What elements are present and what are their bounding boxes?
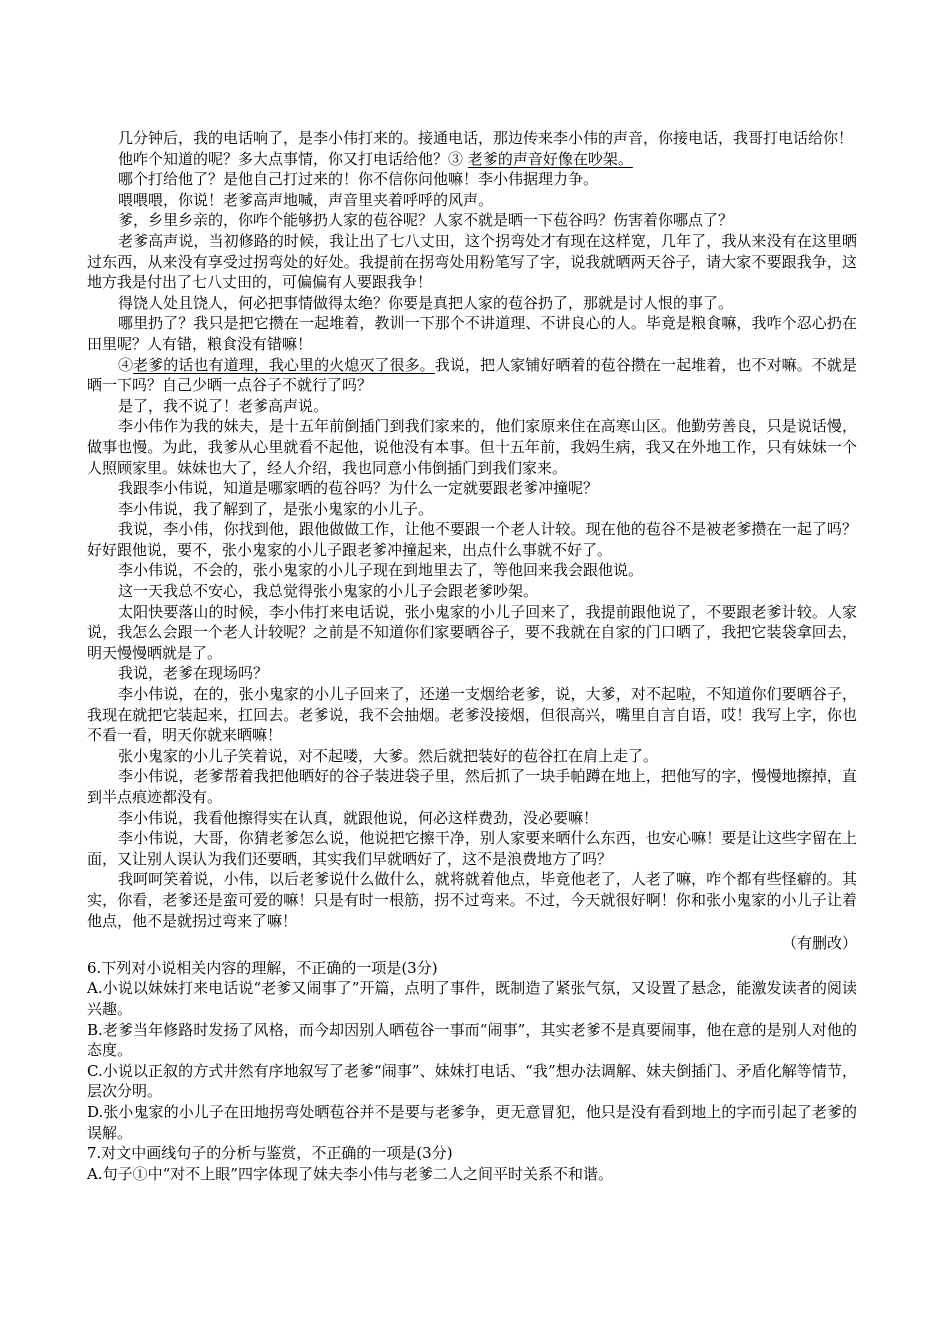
paragraph: 哪里扔了？我只是把它攒在一起堆着，教训一下那个不讲道理、不讲良心的人。毕竟是粮食嘛，我咋个忍心扔在田里呢？人有错，粮食没有错嘛！: [87, 314, 857, 353]
paragraph-text: 我说，把人家铺好晒着的苞谷攒在一起堆着，也不对嘛。不就是晒一下吗？自己少晒一点谷子不就行了吗？: [87, 355, 857, 395]
source-note: （有删改）: [781, 934, 857, 953]
question-6-option-a: A.小说以妹妹打来电话说“老爹又闹事了”开篇，点明了事件，既制造了紧张气氛，又设置了悬念，能激发读者的阅读兴趣。: [87, 979, 857, 1018]
underlined-sentence-3: 老爹的声音好像在吵架。: [467, 149, 633, 168]
paragraph: 几分钟后，我的电话响了，是李小伟打来的。接通电话，那边传来李小伟的声音，你接电话，我哥打电话给你！: [118, 129, 854, 147]
paragraph: 张小鬼家的小儿子笑着说，对不起喽，大爹。然后就把装好的苞谷扛在肩上走了。: [118, 746, 659, 765]
paragraph: 我跟李小伟说，知道是哪家晒的苞谷吗？为什么一定就要跟老爹冲撞呢？: [118, 479, 599, 498]
question-6-option-d: D.张小鬼家的小儿子在田地拐弯处晒苞谷并不是要与老爹争，更无意冒犯，他只是没有看到地上的字而引起了老爹的误解。: [87, 1102, 857, 1142]
paragraph: 喂喂喂，你说！老爹高声地喊，声音里夹着呼呼的风声。: [118, 190, 494, 209]
paragraph: 我说，李小伟，你找到他，跟他做做工作，让他不要跟一个老人计较。现在他的苞谷不是被老爹攒在一起了吗？好好跟他说，要不，张小鬼家的小儿子跟老爹冲撞起来，出点什么事就不好了。: [87, 520, 857, 559]
paragraph: 是了，我不说了！老爹高声说。: [118, 396, 329, 415]
paragraph: 李小伟说，大哥，你猜老爹怎么说，他说把它擦干净，别人家要来晒什么东西，也安心嘛！要是让这些字留在上面，又让别人误认为我们还要晒，其实我们早就晒好了，这不是浪费地方了吗？: [87, 829, 857, 868]
paragraph: [87, 149, 857, 170]
paragraph: 李小伟说，老爹帮着我把他晒好的谷子装进袋子里，然后抓了一块手帕蹲在地上，把他写的字，慢慢地擦掉，直到半点痕迹都没有。: [87, 767, 857, 806]
paragraph: 老爹高声说，当初修路的时候，我让出了七八丈田，这个拐弯处才有现在这样宽，几年了，我从来没有在这里晒过东西，从来没有享受过拐弯处的好处。我提前在拐弯处用粉笔写了字，说我就晒两天谷子，请大家不要跟我争，这地方我是付出了七八丈田的，可偏偏有人要跟我争！: [87, 231, 857, 292]
sentence-marker: ④: [118, 355, 134, 374]
paragraph: 得饶人处且饶人，何必把事情做得太绝？你要是真把人家的苞谷扔了，那就是讨人恨的事了。: [118, 293, 734, 312]
question-6-stem: 6.下列对小说相关内容的理解，不正确的一项是(3分): [87, 958, 438, 977]
sentence-marker: ③: [448, 149, 464, 168]
paragraph: 李小伟说，我了解到了，是张小鬼家的小儿子。: [118, 499, 434, 518]
paragraph: 李小伟说，在的，张小鬼家的小儿子回来了，还递一支烟给老爹，说，大爹，对不起啦，不知道你们要晒谷子，我现在就把它装起来，扛回去。老爹说，我不会抽烟。老爹没接烟，但很高兴，嘴里自言自语，哎！我写上字，你也不看一看，明天你就来晒嘛！: [87, 685, 857, 745]
paragraph: 爹，乡里乡亲的，你咋个能够扔人家的苞谷呢？人家不就是晒一下苞谷吗？伤害着你哪点了？: [118, 211, 734, 230]
question-6-option-b: B.老爹当年修路时发扬了风格，而今却因别人晒苞谷一事而“闹事”，其实老爹不是真要闹事，他在意的是别人对他的态度。: [87, 1020, 857, 1060]
paragraph: [87, 355, 857, 396]
question-section: [87, 958, 857, 1185]
paragraph: 李小伟说，不会的，张小鬼家的小儿子现在到地里去了，等他回来我会跟他说。: [118, 561, 644, 580]
story-text: [87, 128, 857, 1184]
paragraph: 太阳快要落山的时候，李小伟打来电话说，张小鬼家的小儿子回来了，我提前跟他说了，不要跟老爹计较。人家说，我怎么会跟一个老人计较呢？之前是不知道你们家要晒谷子，要不我就在自家的门口晒了，我把它装袋拿回去，明天慢慢晒就是了。: [87, 602, 857, 662]
question-7-option-a: A.句子①中“对不上眼”四字体现了妹夫李小伟与老爹二人之间平时关系不和谐。: [87, 1164, 613, 1183]
paragraph: 哪个打给他了？是他自己打过来的！你不信你问他嘛！李小伟据理力争。: [118, 170, 599, 189]
paragraph: 我说，老爹在现场吗？: [118, 664, 269, 683]
question-6-option-c: C.小说以正叙的方式井然有序地叙写了老爹“闹事”、妹妹打电话、“我”想办法调解、妹夫倒插门、矛盾化解等情节，层次分明。: [87, 1061, 857, 1101]
paragraph: 李小伟说，我看他擦得实在认真，就跟他说，何必这样费劲，没必要嘛！: [118, 808, 599, 827]
question-7-stem: 7.对文中画线句子的分析与鉴赏，不正确的一项是(3分): [87, 1144, 453, 1163]
underlined-sentence-4: 老爹的话也有道理，我心里的火熄灭了很多。: [133, 355, 435, 374]
paragraph: 李小伟作为我的妹夫，是十五年前倒插门到我们家来的，他们家原来住在高寒山区。他勤劳善良，只是说话慢，做事也慢。为此，我爹从心里就看不起他，说他没有本事。但十五年前，我妈生病，我又在外地工作，只有妹妹一个人照顾家里。妹妹也大了，经人介绍，我也同意小伟倒插门到我们家来。: [87, 417, 857, 477]
paragraph-text: 他咋个知道的呢？多大点事情，你又打电话给他？: [118, 149, 449, 168]
paragraph: 这一天我总不安心，我总觉得张小鬼家的小儿子会跟老爹吵架。: [118, 582, 539, 601]
paragraph: 我呵呵笑着说，小伟，以后老爹说什么做什么，就将就着他点，毕竟他老了，人老了嘛，咋个都有些怪癖的。其实，你看，老爹还是蛮可爱的嘛！只是有时一根筋，拐不过弯来。不过，今天就很好啊！你和张小鬼家的小儿子让着他点，他不是就拐过弯来了嘛！: [87, 870, 857, 930]
